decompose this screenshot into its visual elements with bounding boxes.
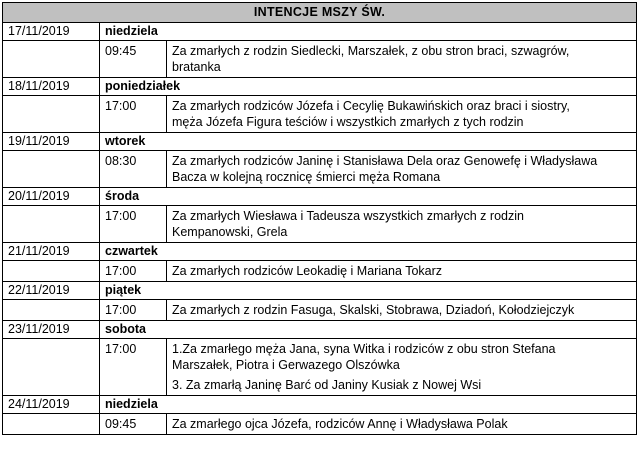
date-cell: 17/11/2019: [3, 23, 100, 41]
empty-cell: [3, 96, 100, 133]
intention-line: Za zmarłych z rodzin Siedlecki, Marszałek, z obu stron braci, szwagrów,: [172, 44, 570, 58]
intention-line: Bacza w kolejną rocznicę śmierci męża Romana: [172, 170, 441, 184]
time-cell: 09:45: [100, 41, 167, 78]
page-title: INTENCJE MSZY ŚW.: [3, 3, 637, 23]
date-cell: 19/11/2019: [3, 133, 100, 151]
day-name-cell: czwartek: [100, 243, 637, 261]
intention-text-cell: [167, 414, 637, 435]
date-cell: 24/11/2019: [3, 396, 100, 414]
time-cell: 17:00: [100, 261, 167, 282]
day-row: [3, 78, 637, 96]
intention-row: [3, 41, 637, 78]
intention-line: Marszałek, Piotra i Gerwazego Olszówka: [172, 358, 400, 372]
title-row: [3, 3, 637, 23]
day-name-cell: niedziela: [100, 396, 637, 414]
intention-line: 1.Za zmarłego męża Jana, syna Witka i rodziców z obu stron Stefana: [172, 342, 556, 356]
intention-line: Za zmarłych z rodzin Fasuga, Skalski, Stobrawa, Dziadoń, Kołodziejczyk: [172, 303, 575, 317]
day-name-cell: sobota: [100, 321, 637, 339]
empty-cell: [3, 339, 100, 396]
time-cell: 08:30: [100, 151, 167, 188]
time-cell: 17:00: [100, 206, 167, 243]
mass-intentions-sheet: [2, 2, 637, 435]
intention-line: Za zmarłych rodziców Leokadię i Mariana Tokarz: [172, 264, 443, 278]
day-name-cell: wtorek: [100, 133, 637, 151]
intention-text-cell: [167, 339, 637, 396]
intention-text-cell: [167, 41, 637, 78]
day-row: [3, 243, 637, 261]
intention-line: Za zmarłych Wiesława i Tadeusza wszystkich zmarłych z rodzin: [172, 209, 524, 223]
intention-line: 3. Za zmarłą Janinę Barć od Janiny Kusiak z Nowej Wsi: [172, 378, 482, 392]
day-name-cell: piątek: [100, 282, 637, 300]
intention-row: [3, 300, 637, 321]
day-name-cell: poniedziałek: [100, 78, 637, 96]
intention-text-cell: [167, 206, 637, 243]
day-row: [3, 321, 637, 339]
day-name-cell: środa: [100, 188, 637, 206]
time-cell: 09:45: [100, 414, 167, 435]
intention-row: [3, 151, 637, 188]
date-cell: 23/11/2019: [3, 321, 100, 339]
intention-line: Kempanowski, Grela: [172, 225, 288, 239]
time-cell: 17:00: [100, 339, 167, 396]
intention-text-cell: [167, 151, 637, 188]
intention-row: [3, 339, 637, 396]
intention-line: bratanka: [172, 60, 221, 74]
empty-cell: [3, 41, 100, 78]
date-cell: 18/11/2019: [3, 78, 100, 96]
day-row: [3, 133, 637, 151]
empty-cell: [3, 414, 100, 435]
day-row: [3, 282, 637, 300]
mass-intentions-table: [2, 2, 637, 435]
day-name-cell: niedziela: [100, 23, 637, 41]
time-cell: 17:00: [100, 96, 167, 133]
intention-row: [3, 414, 637, 435]
intention-line: Za zmarłego ojca Józefa, rodziców Annę i Władysława Polak: [172, 417, 508, 431]
intention-row: [3, 206, 637, 243]
intention-line: męża Józefa Figura teściów i wszystkich zmarłych z tych rodzin: [172, 115, 524, 129]
day-row: [3, 188, 637, 206]
intention-row: [3, 96, 637, 133]
intention-line: Za zmarłych rodziców Józefa i Cecylię Bukawińskich oraz braci i siostry,: [172, 99, 570, 113]
date-cell: 20/11/2019: [3, 188, 100, 206]
empty-cell: [3, 300, 100, 321]
time-cell: 17:00: [100, 300, 167, 321]
intention-row: [3, 261, 637, 282]
day-row: [3, 23, 637, 41]
day-row: [3, 396, 637, 414]
table-body: [3, 3, 637, 435]
intention-text-cell: [167, 96, 637, 133]
empty-cell: [3, 261, 100, 282]
intention-line: Za zmarłych rodziców Janinę i Stanisława Dela oraz Genowefę i Władysława: [172, 154, 598, 168]
intention-text-cell: [167, 300, 637, 321]
intention-text-cell: [167, 261, 637, 282]
empty-cell: [3, 206, 100, 243]
date-cell: 21/11/2019: [3, 243, 100, 261]
empty-cell: [3, 151, 100, 188]
date-cell: 22/11/2019: [3, 282, 100, 300]
